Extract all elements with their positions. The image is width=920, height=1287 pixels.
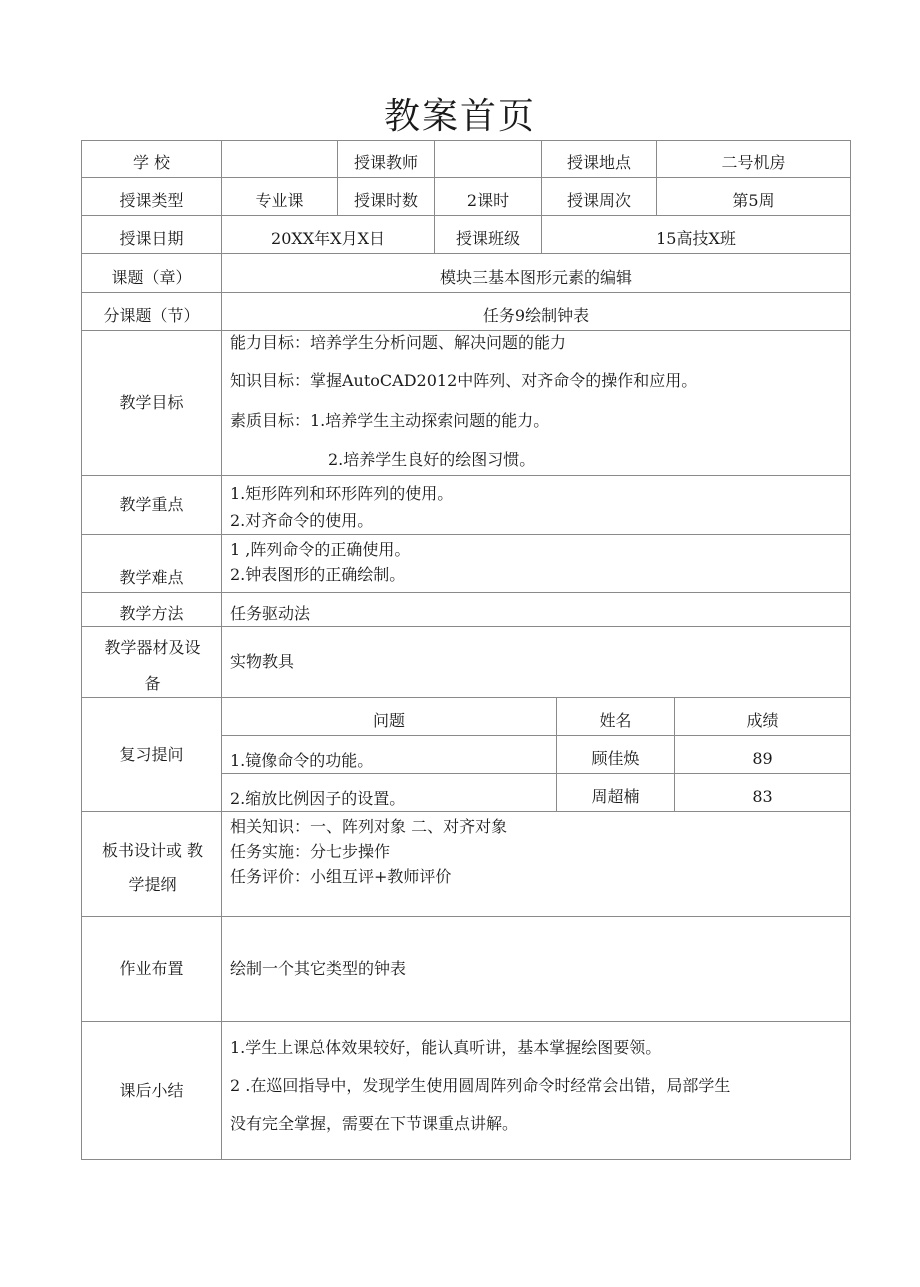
equipment-label-line1: 教学器材及设 (104, 638, 201, 657)
type-label: 授课类型 (81, 178, 222, 216)
board-label (81, 812, 222, 917)
review-question: 1.镜像命令的功能。 (230, 751, 374, 770)
board-label-line2: 学提纲 (128, 875, 177, 894)
difficulties-label: 教学难点 (81, 535, 222, 593)
difficulty-item: 2.钟表图形的正确绘制。 (230, 565, 406, 584)
equipment-label (81, 627, 222, 698)
key-point-item: 2.对齐命令的使用。 (230, 511, 374, 530)
summary-line: 1.学生上课总体效果较好，能认真听讲，基本掌握绘图要领。 (230, 1038, 662, 1057)
review-score: 89 (675, 736, 851, 774)
school-value (222, 140, 338, 178)
method-content (222, 593, 851, 627)
board-line: 相关知识：一、阵列对象 二、对齐对象 (230, 817, 508, 836)
objective-quality-1: 素质目标：1.培养学生主动探索问题的能力。 (230, 411, 550, 430)
review-row (222, 774, 557, 812)
objectives-label: 教学目标 (81, 331, 222, 476)
summary-content (222, 1022, 851, 1160)
school-label: 学 校 (81, 140, 222, 178)
class-value: 15高技X班 (542, 216, 851, 254)
homework-label: 作业布置 (81, 917, 222, 1022)
board-label-line1: 板书设计或 教 (101, 841, 204, 860)
type-value: 专业课 (222, 178, 338, 216)
teacher-value (435, 140, 542, 178)
location-label: 授课地点 (542, 140, 657, 178)
difficulty-item: 1 ,阵列命令的正确使用。 (230, 540, 411, 559)
equipment-label-line2: 备 (144, 674, 161, 693)
hours-value: 2课时 (435, 178, 542, 216)
objective-knowledge: 知识目标：掌握AutoCAD2012中阵列、对齐命令的操作和应用。 (230, 371, 698, 390)
review-label: 复习提问 (81, 698, 222, 812)
board-content (222, 812, 851, 917)
review-row (222, 736, 557, 774)
review-header-name: 姓名 (557, 698, 675, 736)
objective-ability: 能力目标：培养学生分析问题、解决问题的能力 (230, 333, 567, 352)
key-points-content (222, 476, 851, 535)
summary-line: 2 .在巡回指导中，发现学生使用圆周阵列命令时经常会出错，局部学生 (230, 1076, 731, 1095)
section-value: 任务9绘制钟表 (222, 293, 851, 331)
week-value: 第5周 (657, 178, 851, 216)
date-label: 授课日期 (81, 216, 222, 254)
class-label: 授课班级 (435, 216, 542, 254)
review-header-score: 成绩 (675, 698, 851, 736)
date-value: 20XX年X月X日 (222, 216, 435, 254)
objectives-content (222, 331, 851, 476)
difficulties-content (222, 535, 851, 593)
review-name: 顾佳焕 (557, 736, 675, 774)
section-label: 分课题（节） (81, 293, 222, 331)
summary-line: 没有完全掌握，需要在下节课重点讲解。 (230, 1114, 519, 1133)
chapter-value: 模块三基本图形元素的编辑 (222, 254, 851, 293)
key-points-label: 教学重点 (81, 476, 222, 535)
objective-quality-2: 2.培养学生良好的绘图习惯。 (328, 450, 536, 469)
page-title: 教案首页 (383, 96, 536, 137)
homework-content (222, 917, 851, 1022)
review-question: 2.缩放比例因子的设置。 (230, 789, 406, 808)
equipment-value: 实物教具 (230, 652, 295, 671)
chapter-label: 课题（章） (81, 254, 222, 293)
homework-value: 绘制一个其它类型的钟表 (230, 959, 407, 978)
method-label: 教学方法 (81, 593, 222, 627)
key-point-item: 1.矩形阵列和环形阵列的使用。 (230, 484, 454, 503)
teacher-label: 授课教师 (338, 140, 435, 178)
review-name: 周超楠 (557, 774, 675, 812)
board-line: 任务实施：分七步操作 (230, 842, 391, 861)
location-value: 二号机房 (657, 140, 851, 178)
summary-label: 课后小结 (81, 1022, 222, 1160)
method-value: 任务驱动法 (230, 604, 311, 623)
board-line: 任务评价：小组互评+教师评价 (230, 867, 452, 886)
week-label: 授课周次 (542, 178, 657, 216)
hours-label: 授课时数 (338, 178, 435, 216)
review-header-question: 问题 (222, 698, 557, 736)
review-score: 83 (675, 774, 851, 812)
equipment-content (222, 627, 851, 698)
